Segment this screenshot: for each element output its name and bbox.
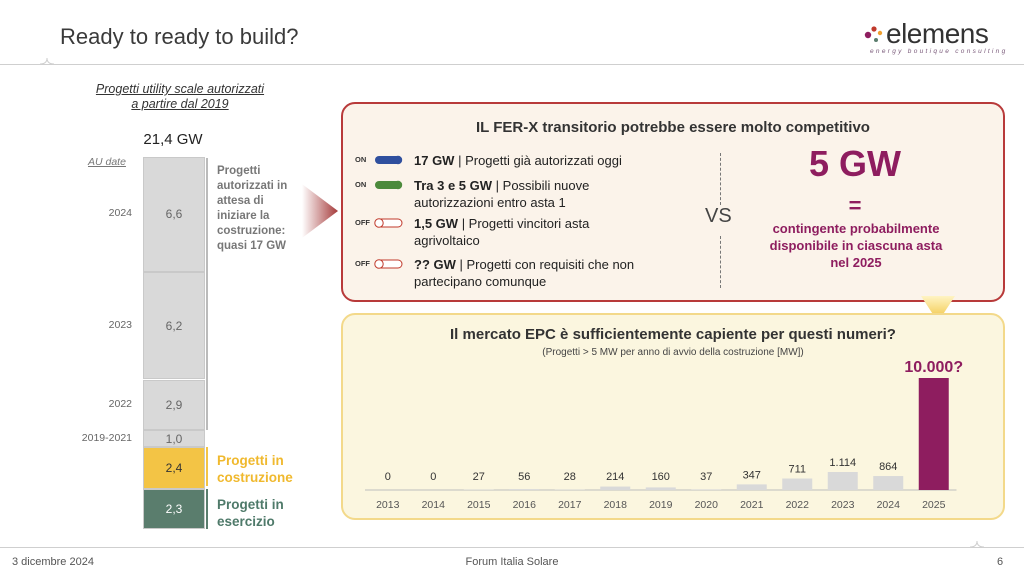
contingent-line1: contingente probabilmente xyxy=(772,221,940,236)
toggle-off-icon xyxy=(374,217,404,229)
chart-value-label: 37 xyxy=(700,471,713,483)
construction-label-l1: Progetti in xyxy=(217,453,284,468)
toggle-state-label: OFF xyxy=(355,259,370,268)
au-date-label: AU date xyxy=(88,156,126,168)
waiting-projects-text: Progetti autorizzati in attesa di iniziare la costruzione: quasi 17 GW xyxy=(217,165,288,252)
epc-subtitle: (Progetti > 5 MW per anno di avvio della costruzione [MW]) xyxy=(542,347,804,358)
chart-x-tick-label: 2021 xyxy=(740,499,764,511)
chart-bar xyxy=(509,489,539,490)
footer-date: 3 dicembre 2024 xyxy=(12,556,94,568)
stack-segment: 1,0 xyxy=(143,430,205,447)
toggle-state-label: ON xyxy=(355,155,367,164)
fer-x-item-desc-line2: partecipano comunque xyxy=(414,274,547,289)
chart-bar xyxy=(691,489,721,490)
fer-x-item-text xyxy=(414,177,704,211)
chart-value-label: 711 xyxy=(788,463,807,476)
contingent-line2: disponibile in ciascuna asta xyxy=(769,238,943,253)
fer-x-item-text xyxy=(414,152,704,169)
stack-segment: 6,2 xyxy=(143,272,205,380)
stack-year-label: 2019-2021 xyxy=(81,431,132,444)
chart-x-tick-label: 2019 xyxy=(649,499,673,511)
fer-x-item-bold: ?? GW xyxy=(414,257,456,272)
chart-value-label: 160 xyxy=(651,471,670,483)
stack-segment: 2,3 xyxy=(143,489,205,529)
footer-event: Forum Italia Solare xyxy=(465,556,559,568)
chart-value-label: 214 xyxy=(606,471,625,483)
epc-bar-chart xyxy=(341,360,1005,520)
header-divider xyxy=(0,64,1024,65)
waiting-bracket xyxy=(206,158,208,430)
chart-bar xyxy=(737,484,767,490)
chart-value-label: 10.000? xyxy=(904,360,964,376)
chart-x-tick-label: 2017 xyxy=(558,499,582,511)
chart-x-tick-label: 2016 xyxy=(512,499,536,511)
chart-x-tick-label: 2025 xyxy=(922,499,946,511)
epc-title: Il mercato EPC è sufficientemente capiente per questi numeri? xyxy=(450,326,896,343)
fer-x-item-desc: | Possibili nuove xyxy=(492,178,590,193)
fer-x-item-bold: 17 GW xyxy=(414,153,455,168)
contingent-text xyxy=(754,220,958,271)
fer-x-item-bold: 1,5 GW xyxy=(414,216,459,231)
fer-x-item-desc: | Progetti vincitori asta xyxy=(458,216,590,231)
header-notch-icon xyxy=(40,58,54,66)
chart-x-tick-label: 2024 xyxy=(876,499,900,511)
construction-label-l2: costruzione xyxy=(217,470,293,485)
chart-x-tick-label: 2013 xyxy=(376,499,400,511)
toggle-state-label: ON xyxy=(355,180,367,189)
chart-value-label: 28 xyxy=(563,471,576,483)
chart-bar xyxy=(600,487,630,490)
chart-bar xyxy=(873,476,903,490)
vs-divider-top xyxy=(720,153,721,205)
chart-bar xyxy=(919,378,949,490)
chart-x-tick-label: 2020 xyxy=(694,499,718,511)
chart-x-tick-label: 2018 xyxy=(603,499,627,511)
fer-x-item-desc-line2: agrivoltaico xyxy=(414,233,480,248)
chart-x-tick-label: 2014 xyxy=(421,499,445,511)
left-title-line1: Progetti utility scale autorizzati xyxy=(95,82,265,96)
page-number: 6 xyxy=(997,556,1004,568)
toggle-on-icon xyxy=(374,179,404,191)
fer-x-item-desc-line2: autorizzazioni entro asta 1 xyxy=(414,195,566,210)
toggle-state-label: OFF xyxy=(355,218,370,227)
chart-bar xyxy=(782,479,812,490)
left-title-line2: a partire dal 2019 xyxy=(131,97,229,111)
operation-label-l1: Progetti in xyxy=(217,497,284,512)
chart-value-label: 1.114 xyxy=(829,457,857,469)
chart-value-label: 27 xyxy=(472,471,485,483)
chart-value-label: 0 xyxy=(430,471,437,483)
stack-segment: 6,6 xyxy=(143,157,205,272)
vs-divider-bottom xyxy=(720,236,721,288)
page-title: Ready to ready to build? xyxy=(60,24,299,49)
construction-bracket xyxy=(206,447,208,486)
fer-x-item-text xyxy=(414,256,704,290)
footer-divider xyxy=(0,547,1024,548)
contingent-line3: nel 2025 xyxy=(830,255,882,270)
chart-value-label: 347 xyxy=(742,469,761,482)
stack-total: 21,4 GW xyxy=(143,131,203,148)
footer-notch-icon xyxy=(970,540,984,548)
chart-bar xyxy=(646,487,676,490)
construction-label xyxy=(217,452,293,486)
chart-bar xyxy=(828,472,858,490)
stack-year-label: 2023 xyxy=(108,318,132,331)
fer-x-item-bold: Tra 3 e 5 GW xyxy=(414,178,493,193)
fer-x-item-desc: | Progetti con requisiti che non xyxy=(455,257,635,272)
stack-segment: 2,4 xyxy=(143,447,205,489)
fer-x-item-text xyxy=(414,215,704,249)
operation-label xyxy=(217,496,284,530)
toggle-off-icon xyxy=(374,258,404,270)
fer-x-title: IL FER-X transitorio potrebbe essere molto competitivo xyxy=(476,119,870,136)
logo-wordmark: elemens xyxy=(886,18,989,49)
stack-segment: 2,9 xyxy=(143,380,205,430)
logo-tagline: energy boutique consulting xyxy=(870,48,1008,55)
big-capacity-value: 5 GW xyxy=(808,143,901,184)
vs-label: VS xyxy=(705,205,732,227)
equals-sign: = xyxy=(848,193,862,218)
chart-value-label: 56 xyxy=(518,471,531,483)
chart-x-tick-label: 2015 xyxy=(467,499,491,511)
chart-x-tick-label: 2023 xyxy=(831,499,855,511)
operation-label-l2: esercizio xyxy=(217,514,275,529)
left-panel-title xyxy=(70,82,290,112)
pointer-arrow-icon xyxy=(300,182,340,240)
stack-year-label: 2022 xyxy=(108,397,132,410)
logo-mark-icon xyxy=(862,24,886,46)
chart-x-tick-label: 2022 xyxy=(785,499,809,511)
fer-x-item-desc: | Progetti già autorizzati oggi xyxy=(454,153,622,168)
stack-year-label: 2024 xyxy=(108,207,132,220)
toggle-on-icon xyxy=(374,154,404,166)
chart-value-label: 0 xyxy=(384,471,391,483)
chart-value-label: 864 xyxy=(879,461,898,474)
operation-bracket xyxy=(206,489,208,529)
